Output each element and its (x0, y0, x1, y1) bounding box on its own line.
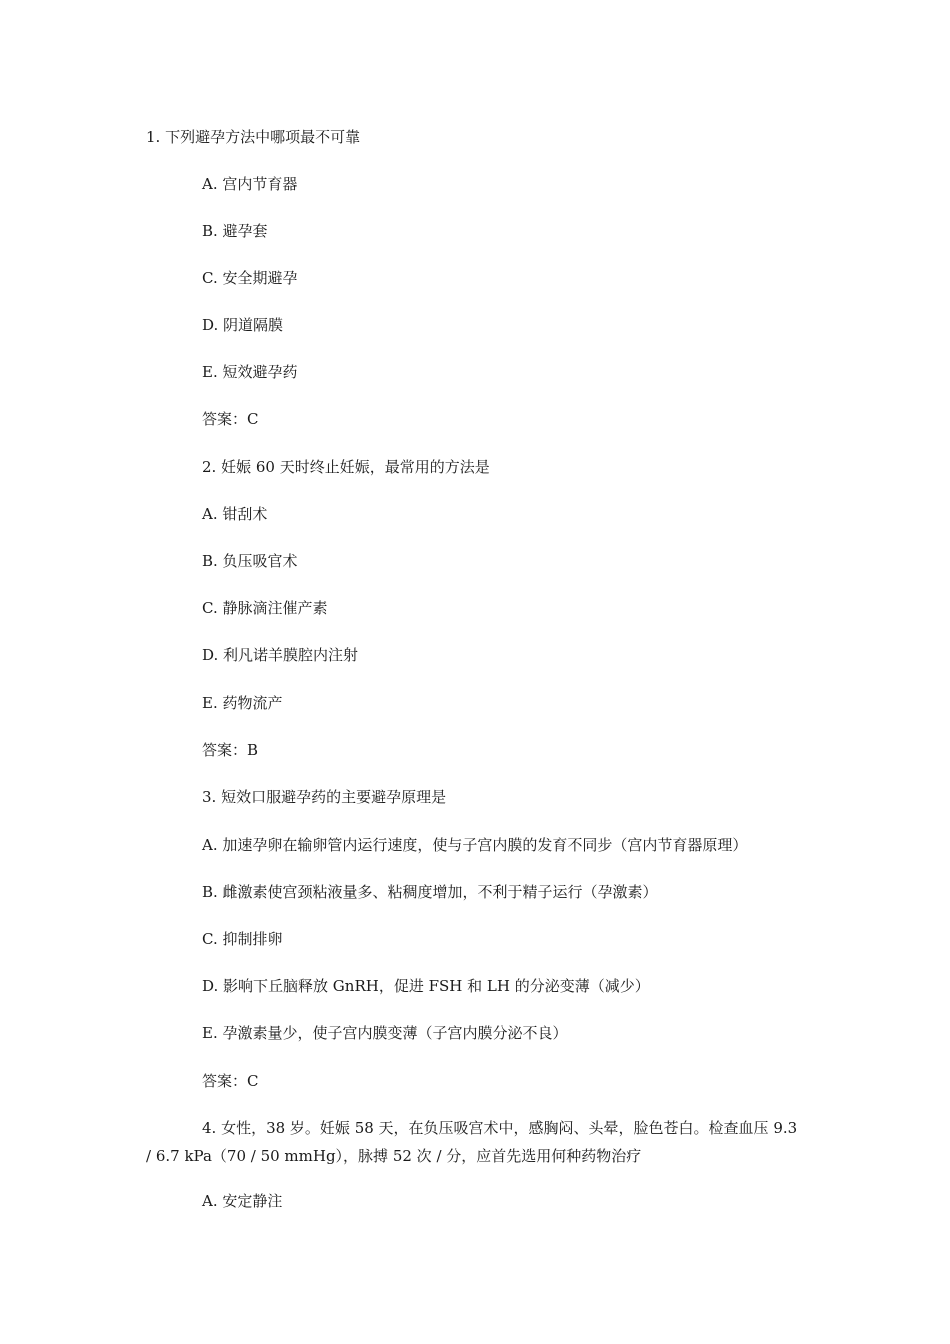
question-1-stem: 1. 下列避孕方法中哪项最不可靠 (146, 128, 361, 146)
question-2-option-a: A. 钳刮术 (202, 505, 268, 523)
question-2-option-d: D. 利凡诺羊膜腔内注射 (202, 646, 359, 664)
question-4-stem: 4. 女性，38 岁。妊娠 58 天，在负压吸宫术中，感胸闷、头晕，脸色苍白。检查血压 9.3 / 6.7 kPa（70 / 50 mmHg），脉搏 52 次 / 分，应首先选用何种药物治疗 (146, 1119, 798, 1165)
question-3-answer: 答案：C (202, 1072, 259, 1090)
question-1-option-c: C. 安全期避孕 (202, 269, 298, 287)
question-1-answer: 答案：C (202, 410, 259, 428)
question-4-option-a: A. 安定静注 (202, 1192, 283, 1210)
question-1-option-e: E. 短效避孕药 (202, 363, 298, 381)
question-1-option-b: B. 避孕套 (202, 222, 268, 240)
question-3-option-c: C. 抑制排卵 (202, 930, 283, 948)
question-1-option-d: D. 阴道隔膜 (202, 316, 284, 334)
question-3-option-a: A. 加速孕卵在输卵管内运行速度，使与子宫内膜的发育不同步（宫内节育器原理） (202, 836, 748, 854)
question-2-stem: 2. 妊娠 60 天时终止妊娠，最常用的方法是 (202, 458, 490, 476)
question-3-option-e: E. 孕激素量少，使子宫内膜变薄（子宫内膜分泌不良） (202, 1024, 568, 1042)
question-2-option-c: C. 静脉滴注催产素 (202, 599, 328, 617)
question-2-option-b: B. 负压吸官术 (202, 552, 298, 570)
question-3-stem: 3. 短效口服避孕药的主要避孕原理是 (202, 788, 447, 806)
question-2-option-e: E. 药物流产 (202, 694, 283, 712)
question-2-answer: 答案：B (202, 741, 259, 759)
question-3-option-b: B. 雌激素使宫颈粘液量多、粘稠度增加，不利于精子运行（孕激素） (202, 883, 658, 901)
question-3-option-d: D. 影响下丘脑释放 GnRH，促进 FSH 和 LH 的分泌变薄（减少） (202, 977, 650, 995)
question-1-option-a: A. 宫内节育器 (202, 175, 298, 193)
